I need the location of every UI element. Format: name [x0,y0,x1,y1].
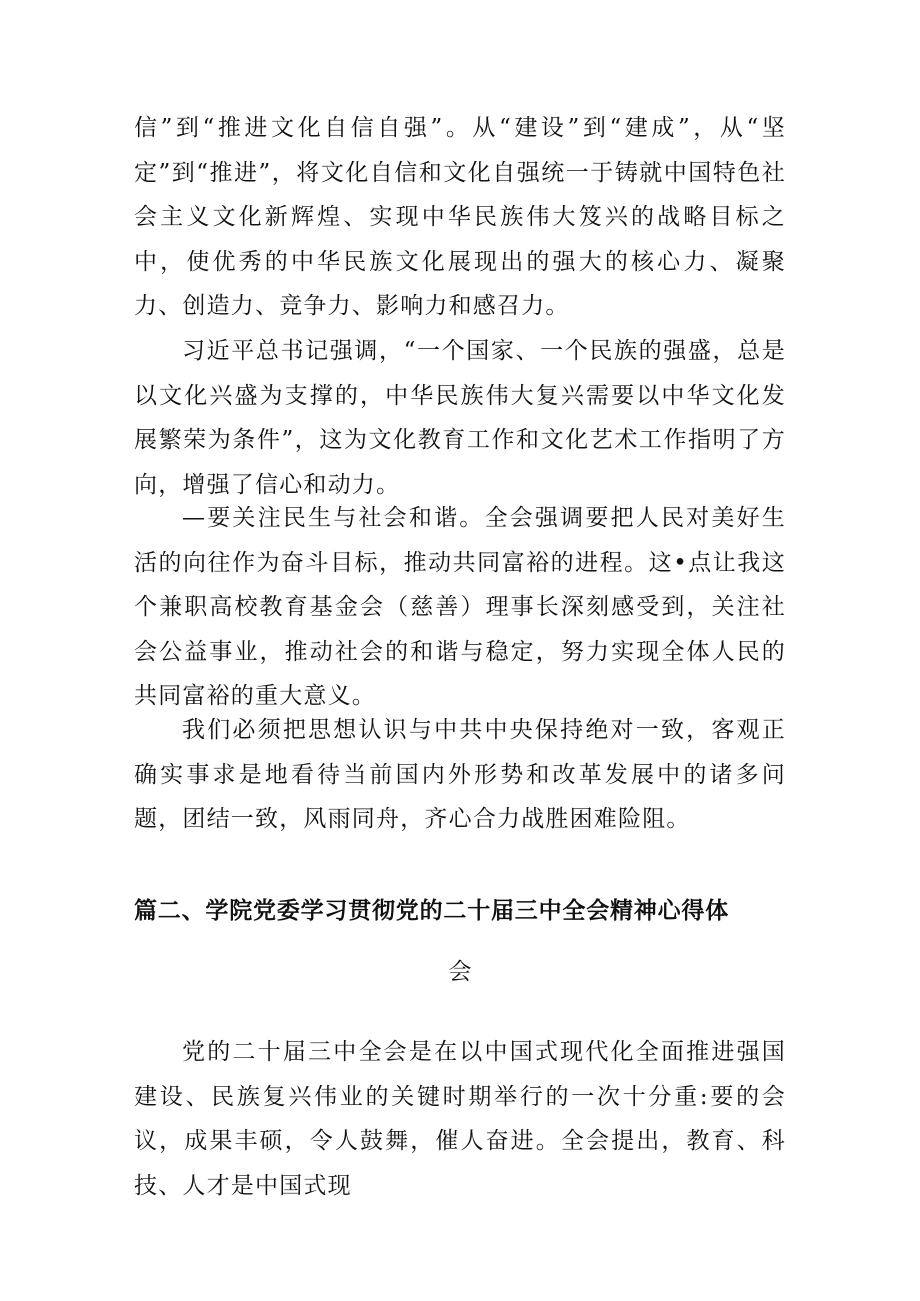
paragraph-livelihood-harmony: —要关注民生与社会和谐。全会强调要把人民对美好生活的向往作为奋斗目标，推动共同富裕的进程。这•点让我这个兼职高校教育基金会（慈善）理事长深刻感受到，关注社会公益事业，推动社会的和谐与稳定，努力实现全体人民的共同富裕的重大意义。 [134,505,786,710]
paragraph-unity: 我们必须把思想认识与中共中央保持绝对一致，客观正确实事求是地看待当前国内外形势和改革发展中的诸多问题，团结一致，风雨同舟，齐心合力战胜困难险阻。 [134,717,786,833]
paragraph-plenum-intro: 党的二十届三中全会是在以中国式现代化全面推进强国建设、民族复兴伟业的关键时期举行的一次十分重:要的会议，成果丰硕，令人鼓舞，催人奋进。全会提出，教育、科技、人才是中国式现 [134,1039,786,1199]
paragraph-xi-quote: 习近平总书记强调，“一个国家、一个民族的强盛，总是以文化兴盛为支撑的，中华民族伟大复兴需要以中华文化发展繁荣为条件”，这为文化教育工作和文化艺术工作指明了方向，增强了信心和动力。 [134,338,786,498]
paragraph-culture-confidence: 信”到“推进文化自信自强”。从“建设”到“建成”，从“坚定”到“推进”，将文化自信和文化自强统一于铸就中国特色社会主义文化新辉煌、实现中华民族伟大笈兴的战略目标之中，使优秀的中华民族文化展现出的强大的核心力、凝聚力、创造力、竞争力、影响力和感召力。 [134,115,786,320]
section-heading-continuation: 会 [448,959,472,985]
section-heading: 篇二、学院党委学习贯彻党的二十届三中全会精神心得体 [134,898,729,924]
